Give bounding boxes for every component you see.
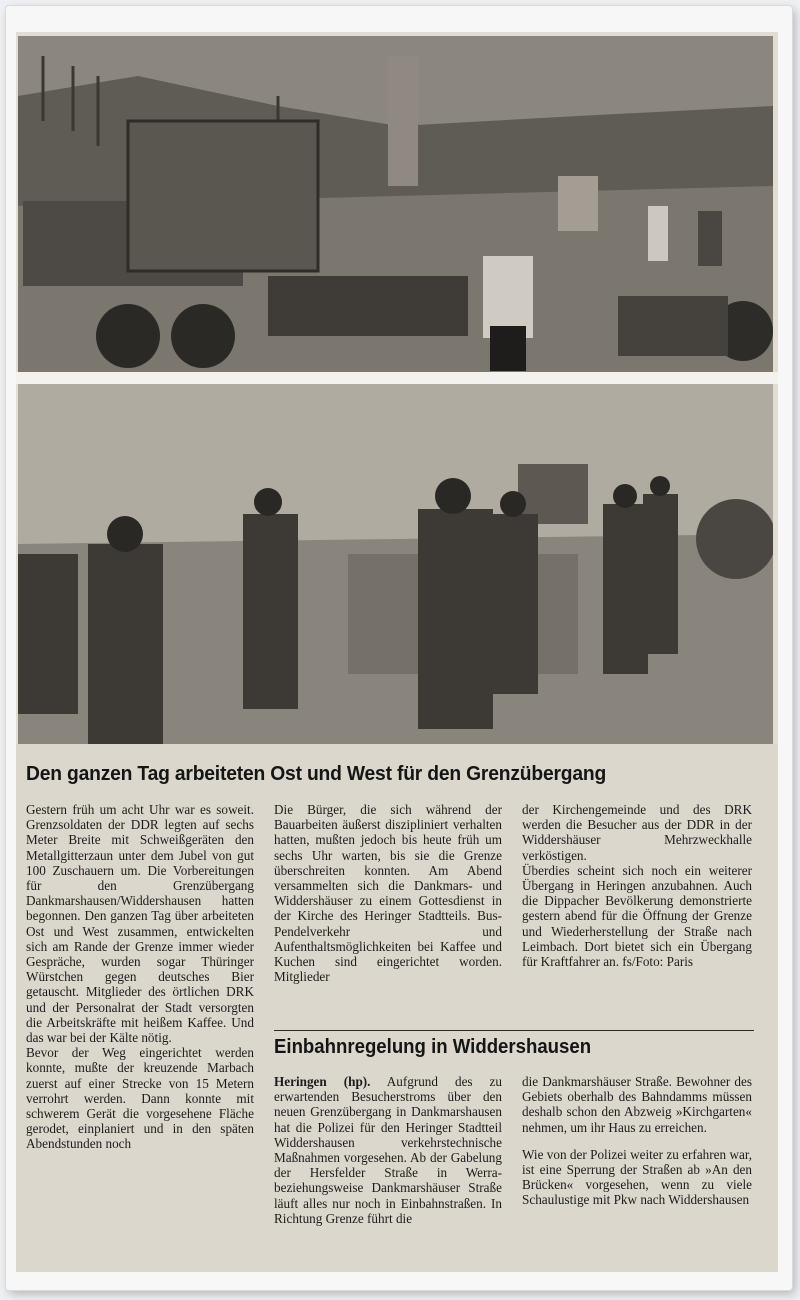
photo-construction-site [18,36,773,372]
article-column-1 [26,802,254,1152]
article2-column-2 [522,1074,752,1208]
article2-headline: Einbahnregelung in Widdershausen [274,1036,592,1058]
article-column-2 [274,802,502,984]
section-divider [274,1030,754,1031]
photo-gap [16,372,778,384]
dateline: Heringen (hp). [274,1074,371,1089]
article-paragraph: Wie von der Polizei weiter zu erfahren war, ist eine Sperrung der Straßen ab »An den Brücken« vorgesehen, wenn zu viele Schaulustige mit Pkw nach Widdershausen [522,1146,752,1208]
article-column-3 [522,802,752,969]
newspaper-clipping [16,32,778,1272]
article-paragraph: Gestern früh um acht Uhr war es soweit. Grenzsoldaten der DDR legten auf sechs Meter Breite mit Schweißgeräten den Metallgitterzaun unter dem Jubel von gut 100 Zuschauern um. Die Vorbereitungen für den Grenzübergang Dankmarshausen/Widdershausen hatten begonnen. Den ganzen Tag über arbeiteten Ost und West zusammen, entwickelten sich am Rande der Grenze immer wieder Gespräche, wurden sogar Thüringer Würstchen gegen deutsches Bier getauscht. Mitglieder des örtlichen DRK und der Personalrat der Stadt versorgten die Arbeitskräfte mit heißem Kaffee. Und das war bei der Kälte nötig. [26,802,254,1046]
article-area [16,744,778,1272]
article2-column-1 [274,1074,502,1226]
article-text: Aufgrund des zu erwartenden Besucherstroms über den neuen Grenzübergang in Dankmarshausen hat die Polizei für den Heringer Stadtteil Widdershausen verkehrstechnische Maßnahmen vorgesehen. Ab der Gabelung der Hersfelder Straße in Werra- beziehungsweise Dankmarshäuser Straße läuft alles nur noch in Einbahnstraßen. In Richtung Grenze führt die [274,1074,502,1226]
article-paragraph: der Kirchengemeinde und des DRK werden die Besucher aus der DDR in der Widdershäuser Mehrzweckhalle verköstigen. [522,802,752,863]
article-paragraph: die Dankmarshäuser Straße. Bewohner des Gebiets oberhalb des Bahndamms müssen deshalb schon den Abzweig »Kirchgarten« nehmen, um ihr Haus zu erreichen. [522,1074,752,1135]
article-paragraph [274,1074,502,1226]
article-paragraph: Bevor der Weg eingerichtet werden konnte, mußte der kreuzende Marbach zuerst auf einer Strecke von 15 Metern verrohrt werden. Dann konnte mit schwerem Gerät die vorgesehene Fläche gerodet, einplaniert und in den späten Abendstunden noch [26,1045,254,1152]
article-paragraph: Die Bürger, die sich während der Bauarbeiten äußerst diszipliniert verhalten hatten, mußten jedoch bis heute früh um sechs Uhr warten, bis sie die Grenze überschreiten konnten. Am Abend versammelten sich die Dankmars- und Widdershäuser zu einem Gottesdienst in der Kirche des Heringer Stadtteils. Bus-Pendelverkehr und Aufenthaltsmöglichkeiten bei Kaffee und Kuchen sind eingerichtet worden. Mitglieder [274,802,502,985]
article-headline: Den ganzen Tag arbeiteten Ost und West für den Grenzübergang [26,762,607,785]
photo-soldiers-at-border [18,384,773,744]
article-paragraph: Überdies scheint sich noch ein weiterer Übergang in Heringen anzubahnen. Auch die Dippacher Bevölkerung demonstrierte gestern abend für die Öffnung der Grenze und Wiederherstellung der Straße nach Leimbach. Dort bietet sich ein Übergang für Kraftfahrer an. fs/Foto: Paris [522,862,752,970]
